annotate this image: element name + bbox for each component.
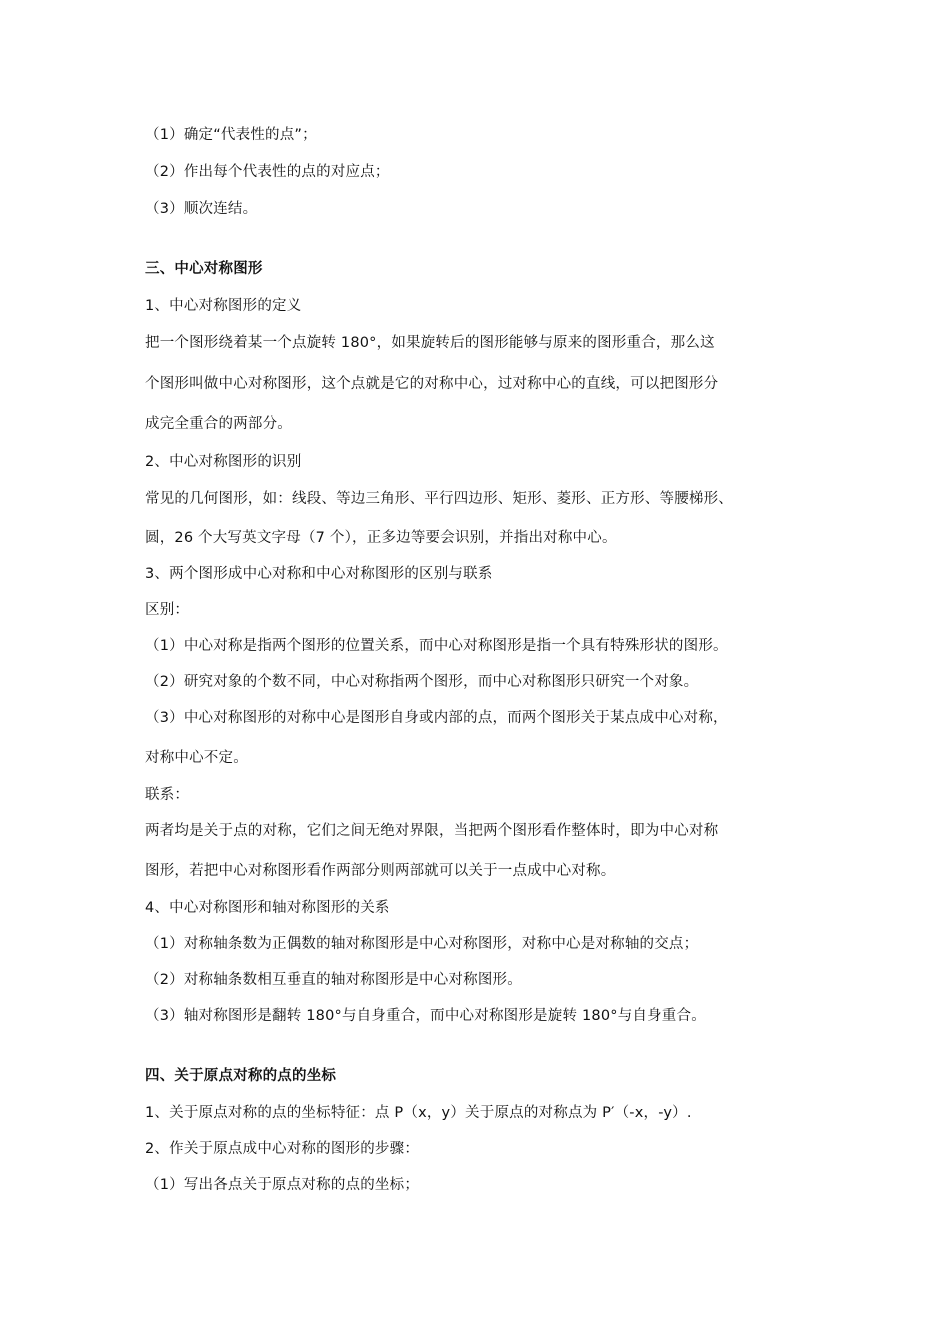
axis-relation-item-1: （1）对称轴条数为正偶数的轴对称图形是中心对称图形，对称中心是对称轴的交点； [145, 936, 699, 952]
relation-line-1: 两者均是关于点的对称，它们之间无绝对界限，当把两个图形看作整体时，即为中心对称 [145, 823, 719, 839]
definition-line-3: 成完全重合的两部分。 [145, 416, 292, 432]
section-3-heading: 三、中心对称图形 [145, 261, 263, 277]
subheading-difference-relation: 3、两个图形成中心对称和中心对称图形的区别与联系 [145, 566, 493, 582]
origin-symmetry-steps-heading: 2、作关于原点成中心对称的图形的步骤： [145, 1141, 420, 1157]
step-1-line: （1）确定“代表性的点”； [145, 127, 317, 143]
subheading-identification: 2、中心对称图形的识别 [145, 454, 302, 470]
difference-item-3: （3）中心对称图形的对称中心是图形自身或内部的点，而两个图形关于某点成中心对称， [145, 710, 728, 726]
axis-relation-item-2: （2）对称轴条数相互垂直的轴对称图形是中心对称图形。 [145, 972, 522, 988]
difference-item-1: （1）中心对称是指两个图形的位置关系，而中心对称图形是指一个具有特殊形状的图形。 [145, 638, 728, 654]
subheading-axis-relation: 4、中心对称图形和轴对称图形的关系 [145, 900, 390, 916]
section-4-heading: 四、关于原点对称的点的坐标 [145, 1068, 337, 1084]
definition-line-1: 把一个图形绕着某一个点旋转 180°，如果旋转后的图形能够与原来的图形重合，那么这 [145, 335, 715, 351]
definition-line-2: 个图形叫做中心对称图形，这个点就是它的对称中心，过对称中心的直线，可以把图形分 [145, 376, 719, 392]
step-3-line: （3）顺次连结。 [145, 201, 258, 217]
identification-line-1: 常见的几何图形，如：线段、等边三角形、平行四边形、矩形、菱形、正方形、等腰梯形、 [145, 491, 733, 507]
identification-line-2: 圆，26 个大写英文字母（7 个），正多边等要会识别，并指出对称中心。 [145, 530, 617, 546]
difference-label: 区别： [145, 602, 190, 618]
difference-item-3-cont: 对称中心不定。 [145, 750, 248, 766]
subheading-definition: 1、中心对称图形的定义 [145, 298, 302, 314]
difference-item-2: （2）研究对象的个数不同，中心对称指两个图形，而中心对称图形只研究一个对象。 [145, 674, 699, 690]
relation-line-2: 图形，若把中心对称图形看作两部分则两部就可以关于一点成中心对称。 [145, 863, 616, 879]
step-2-line: （2）作出每个代表性的点的对应点； [145, 164, 390, 180]
axis-relation-item-3: （3）轴对称图形是翻转 180°与自身重合，而中心对称图形是旋转 180°与自身重合。 [145, 1008, 706, 1024]
relation-label: 联系： [145, 787, 190, 803]
origin-symmetry-feature: 1、关于原点对称的点的坐标特征：点 P（x，y）关于原点的对称点为 P′（-x，-y）. [145, 1105, 692, 1121]
origin-symmetry-step-1: （1）写出各点关于原点对称的点的坐标； [145, 1177, 420, 1193]
